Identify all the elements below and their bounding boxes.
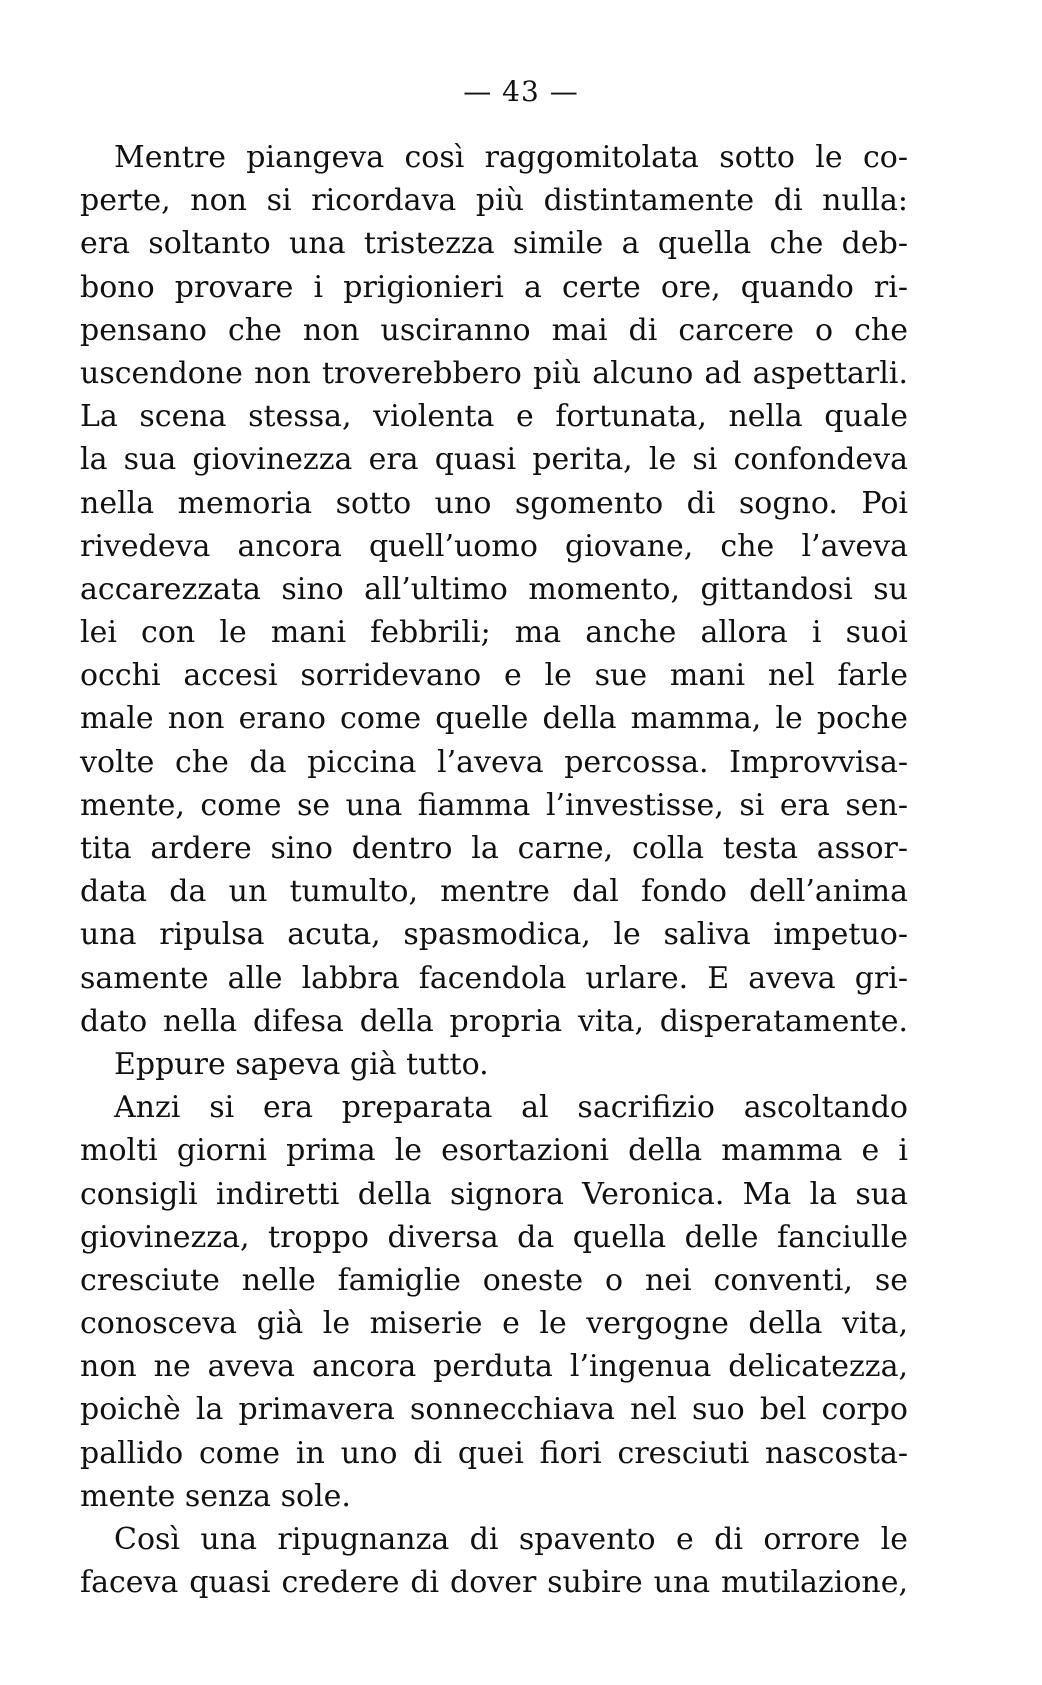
text-line: molti giorni prima le esortazioni della mamma e i: [80, 1133, 908, 1169]
text-line: cresciute nelle famiglie oneste o nei conventi, se: [80, 1262, 908, 1298]
text-line: mente, come se una fiamma l’investisse, si era sen-: [80, 787, 908, 823]
text-line: consigli indiretti della signora Veronica. Ma la sua: [80, 1176, 908, 1212]
page-number: — 43 —: [463, 75, 579, 108]
text-line: Mentre piangeva così raggomitolata sotto le co-: [114, 140, 908, 175]
text-line: una ripulsa acuta, spasmodica, le saliva impetuo-: [80, 917, 908, 953]
text-line: pensano che non usciranno mai di carcere o che: [80, 312, 908, 348]
body-text: [80, 136, 908, 1604]
text-line: faceva quasi credere di dover subire una mutilazione,: [80, 1565, 908, 1601]
text-line: data da un tumulto, mentre dal fondo dell’anima: [80, 874, 908, 910]
text-line: bono provare i prigionieri a certe ore, quando ri-: [80, 269, 908, 305]
text-line: conosceva già le miserie e le vergogne della vita,: [80, 1306, 908, 1342]
text-line: pallido come in uno di quei fiori cresciuti nascosta-: [80, 1435, 908, 1471]
text-line: samente alle labbra facendola urlare. E aveva gri-: [80, 960, 908, 996]
text-line: rivedeva ancora quell’uomo giovane, che l’aveva: [80, 528, 908, 564]
text-line: mente senza sole.: [80, 1478, 351, 1514]
text-line: La scena stessa, violenta e fortunata, nella quale: [80, 399, 908, 435]
text-line: Anzi si era preparata al sacrifizio ascoltando: [114, 1090, 908, 1126]
text-line: lei con le mani febbrili; ma anche allora i suoi: [80, 615, 908, 651]
text-line: occhi accesi sorridevano e le sue mani nel farle: [80, 658, 908, 694]
text-line: Eppure sapeva già tutto.: [114, 1046, 489, 1082]
text-line: male non erano come quelle della mamma, le poche: [80, 701, 908, 737]
text-line: accarezzata sino all’ultimo momento, gittandosi su: [80, 571, 908, 607]
text-line: nella memoria sotto uno sgomento di sogno. Poi: [80, 485, 908, 521]
text-line: tita ardere sino dentro la carne, colla testa assor-: [80, 831, 908, 866]
text-line: giovinezza, troppo diversa da quella delle fanciulle: [80, 1219, 908, 1255]
text-line: Così una ripugnanza di spavento e di orrore le: [114, 1522, 908, 1557]
text-line: uscendone non troverebbero più alcuno ad aspettarli.: [80, 355, 908, 391]
text-line: dato nella difesa della propria vita, disperatamente.: [80, 1003, 908, 1039]
text-line: volte che da piccina l’aveva percossa. Improvvisa-: [80, 744, 908, 780]
text-line: non ne aveva ancora perduta l’ingenua delicatezza,: [80, 1349, 908, 1385]
text-line: poichè la primavera sonnecchiava nel suo bel corpo: [80, 1392, 908, 1428]
text-line: la sua giovinezza era quasi perita, le si confondeva: [80, 442, 908, 478]
text-line: perte, non si ricordava più distintamente di nulla:: [80, 183, 908, 219]
text-line: era soltanto una tristezza simile a quella che deb-: [80, 226, 908, 262]
